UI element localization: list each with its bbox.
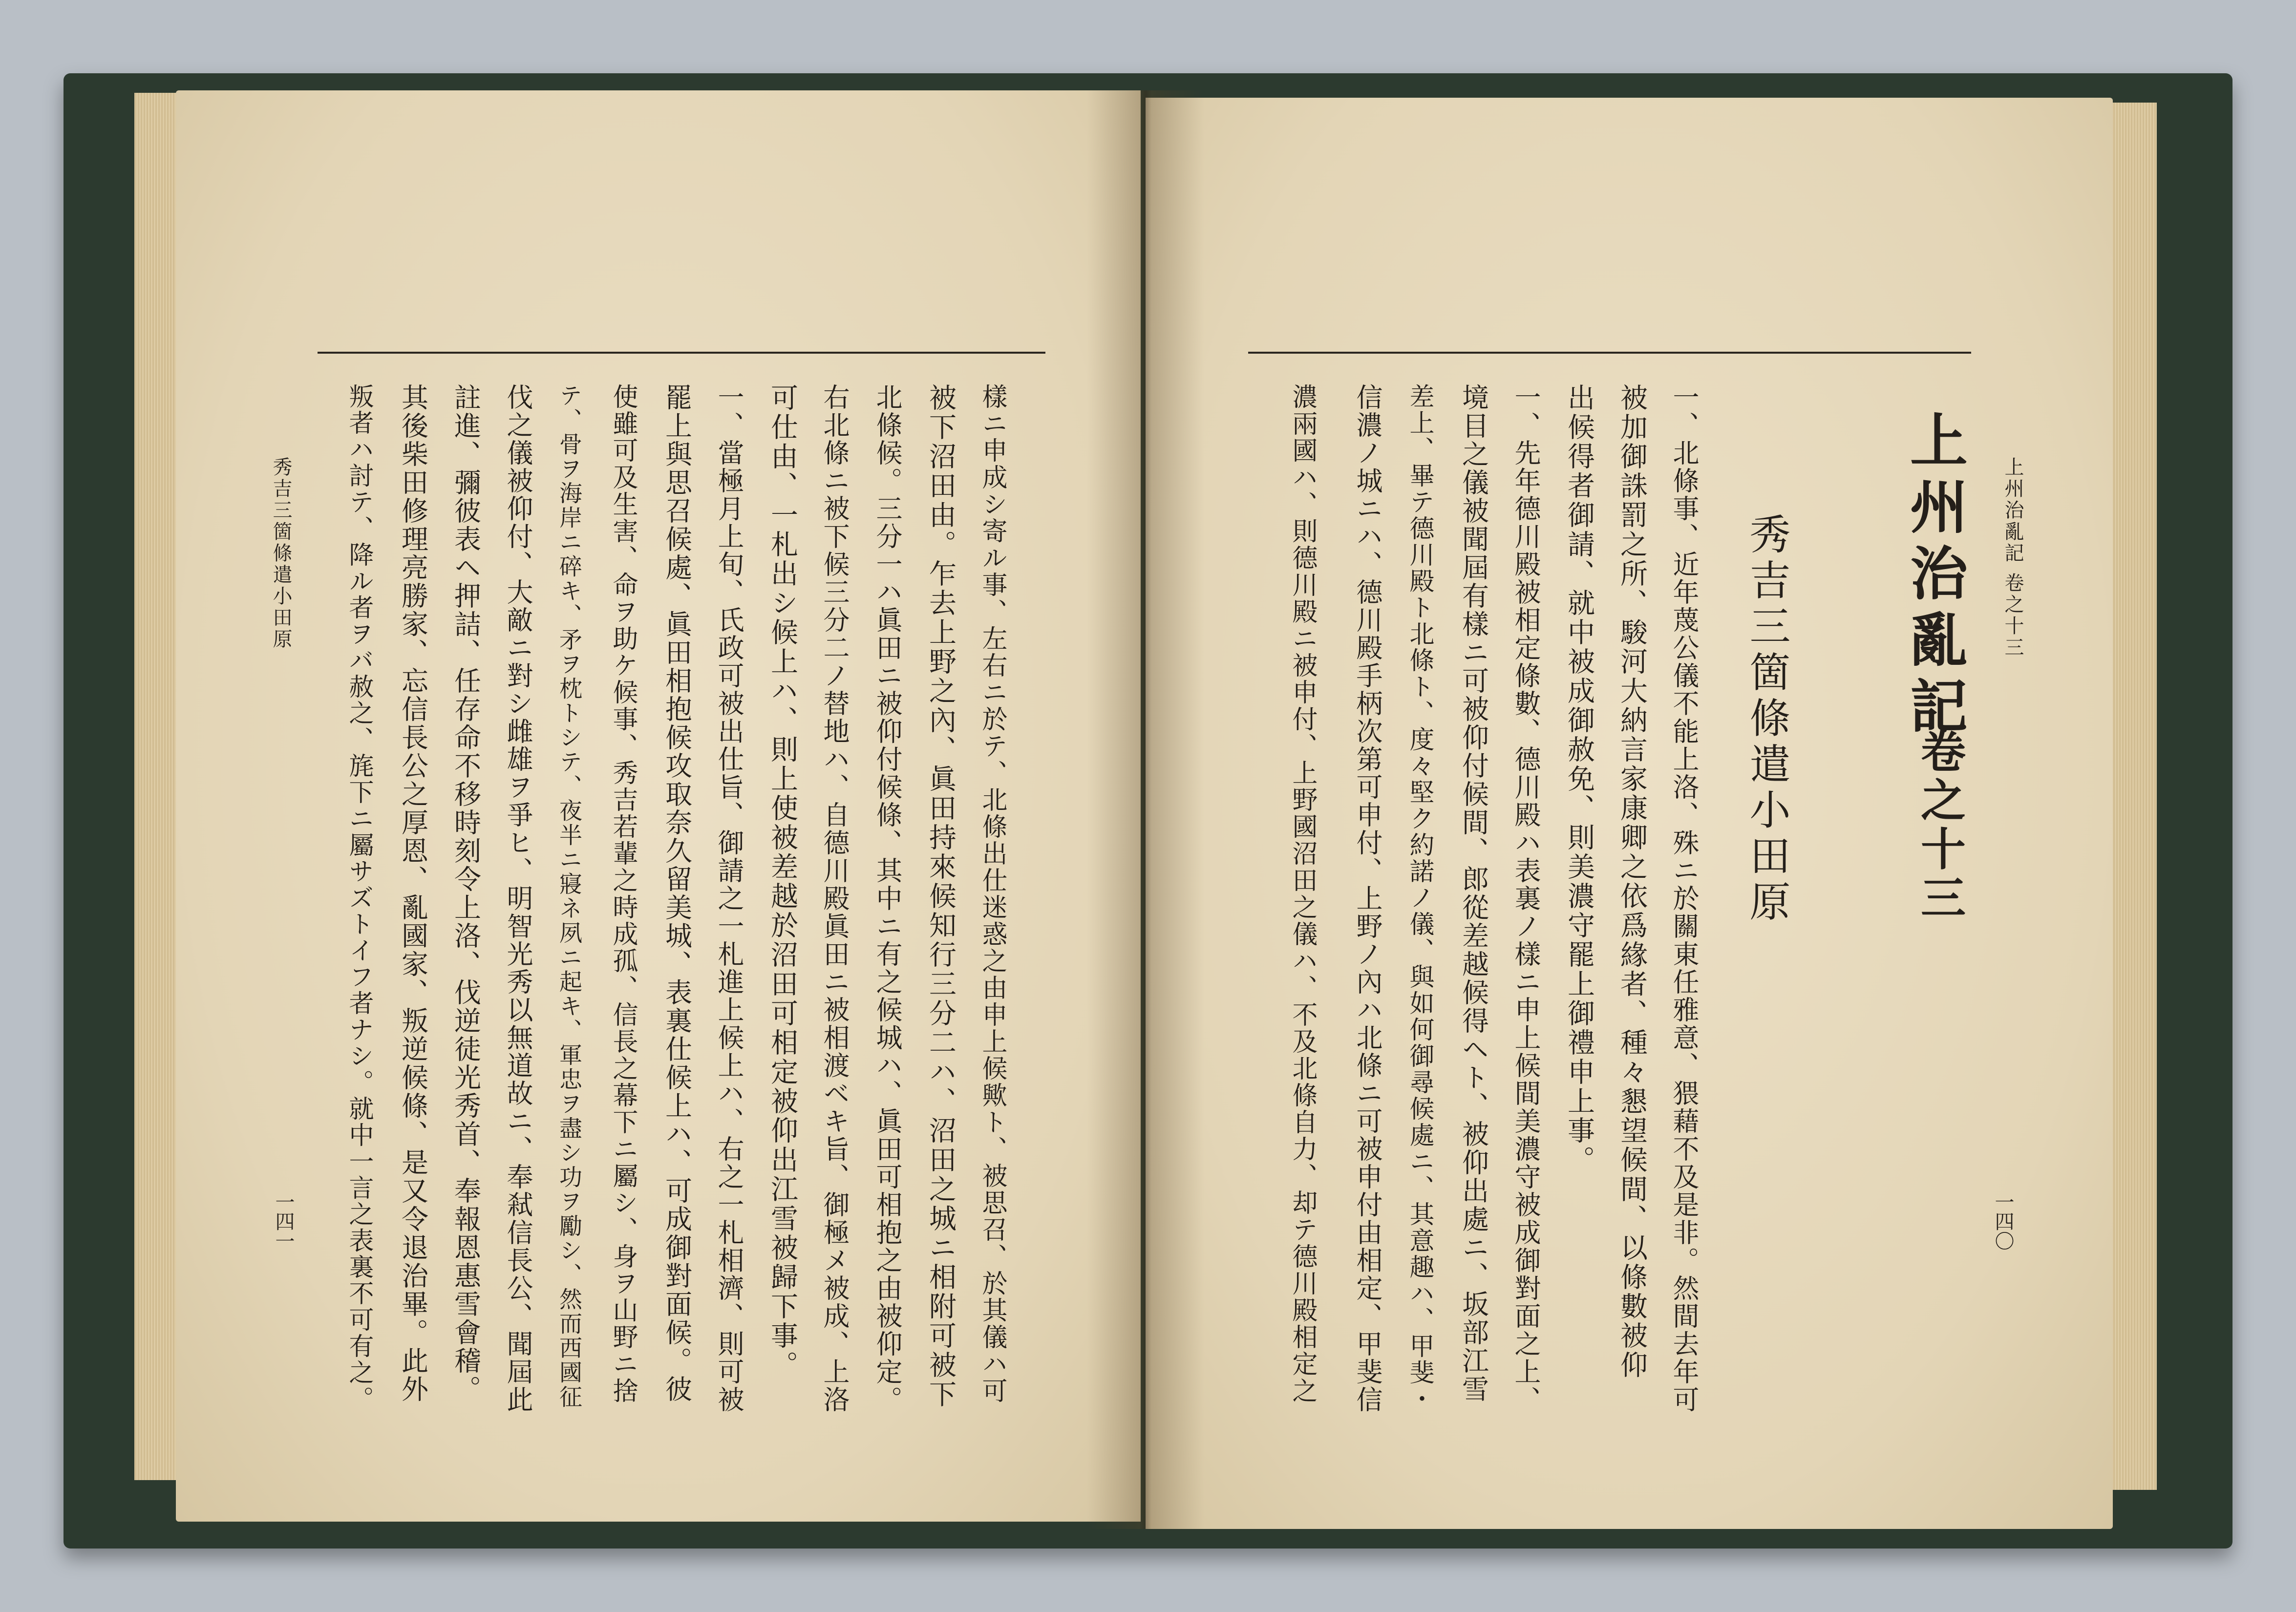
left-text-line-7: 罷上與思召候處、眞田相抱候攻取奈久留美城、表裏仕候上ハ、可成御對面候。彼 — [661, 383, 692, 1403]
left-text-line-3: 北條候。三分一ハ眞田ニ被仰付候條、其中ニ有之候城ハ、眞田可相抱之由被仰定。 — [872, 383, 903, 1414]
book-gutter — [1087, 90, 1204, 1529]
left-page-header-rule — [318, 352, 1045, 354]
right-text-line-4: 一、先年德川殿被相定條數、德川殿ハ表裏ノ樣ニ申上候間美濃守被成御對面之上、 — [1510, 383, 1541, 1414]
left-text-line-9: テ、骨ヲ海岸ニ碎キ、矛ヲ枕トシテ、夜半ニ寢ネ夙ニ起キ、軍忠ヲ盡シ功ヲ勵シ、然而西國征 — [555, 383, 582, 1409]
right-page-number: 一四〇 — [1992, 1192, 2014, 1251]
left-text-line-11: 註進、彌彼表ヘ押詰、任存命不移時刻令上洛、伐逆徒光秀首、奉報恩惠雪會稽。 — [450, 383, 481, 1403]
right-text-line-7: 信濃ノ城ニハ、德川殿手柄次第可申付、上野ノ內ハ北條ニ可被申付由相定、甲斐信 — [1352, 383, 1383, 1414]
volume-label: 卷之十三 — [1913, 728, 1966, 923]
left-text-line-2: 被下沼田由。乍去上野之內、眞田持來候知行三分二ハ、沼田之城ニ相附可被下 — [925, 383, 957, 1409]
right-text-line-3: 出候得者御請、就中被成御赦免、則美濃守罷上御禮申上事。 — [1563, 383, 1595, 1175]
left-text-line-4: 右北條ニ被下候三分二ノ替地ハ、自德川殿眞田ニ被相渡ベキ旨、御極メ被成、上洛 — [819, 383, 850, 1414]
left-text-line-1: 樣ニ申成シ寄ル事、左右ニ於テ、北條出仕迷惑之由申上候歟ト、被思召、於其儀ハ可 — [978, 383, 1007, 1404]
book-title: 上州治亂記 — [1900, 410, 1968, 742]
page-edges-left — [134, 93, 178, 1480]
page-edges-right — [2113, 103, 2157, 1490]
right-running-header: 上州治亂記 卷之十三 — [2001, 457, 2024, 658]
left-page-number: 一四一 — [272, 1192, 295, 1251]
left-running-header: 秀吉三箇條遣小田原 — [270, 457, 292, 650]
right-page-header-rule — [1248, 352, 1971, 354]
right-text-line-6: 差上、畢テ德川殿ト北條ト、度々堅ク約諾ノ儀、與如何御尋候處ニ、其意趣ハ、甲斐・ — [1405, 383, 1434, 1412]
left-text-line-6: 一、當極月上旬、氏政可被出仕旨、御請之一札進上候上ハ、右之一札相濟、則可被 — [714, 383, 744, 1414]
section-title: 秀吉三箇條遣小田原 — [1743, 513, 1791, 926]
left-text-line-10: 伐之儀被仰付、大敵ニ對シ雌雄ヲ爭ヒ、明智光秀以無道故ニ、奉弒信長公、聞屆此 — [503, 383, 533, 1414]
left-text-line-13: 叛者ハ討テ、降ル者ヲバ赦之、旄下ニ屬サズトイフ者ナシ。就中一言之表裏不可有之。 — [344, 383, 373, 1412]
left-text-line-12: 其後柴田修理亮勝家、忘信長公之厚恩、亂國家、叛逆候條、是又令退治畢。此外 — [397, 383, 428, 1403]
right-text-line-8: 濃兩國ハ、則德川殿ニ被申付、上野國沼田之儀ハ、不及北條自力、却テ德川殿相定之 — [1288, 383, 1317, 1404]
right-text-line-2: 被加御誅罰之所、駿河大納言家康卿之依爲緣者、種々懇望候間、以條數被仰 — [1616, 383, 1648, 1380]
left-text-line-5: 可仕由、一札出シ候上ハ、則上使被差越於沼田可相定被仰出江雪被歸下事。 — [766, 383, 798, 1380]
right-text-line-5: 境目之儀被聞屆有樣ニ可被仰付候間、郎從差越候得ヘト、被仰出處ニ、坂部江雪 — [1458, 383, 1489, 1403]
left-text-line-8: 使雖可及生害、命ヲ助ケ候事、秀吉若輩之時成孤、信長之幕下ニ屬シ、身ヲ山野ニ捨 — [608, 383, 638, 1404]
right-text-line-1: 一、北條事、近年蔑公儀不能上洛、殊ニ於關東任雅意、猥藉不及是非。然間去年可 — [1669, 383, 1700, 1414]
